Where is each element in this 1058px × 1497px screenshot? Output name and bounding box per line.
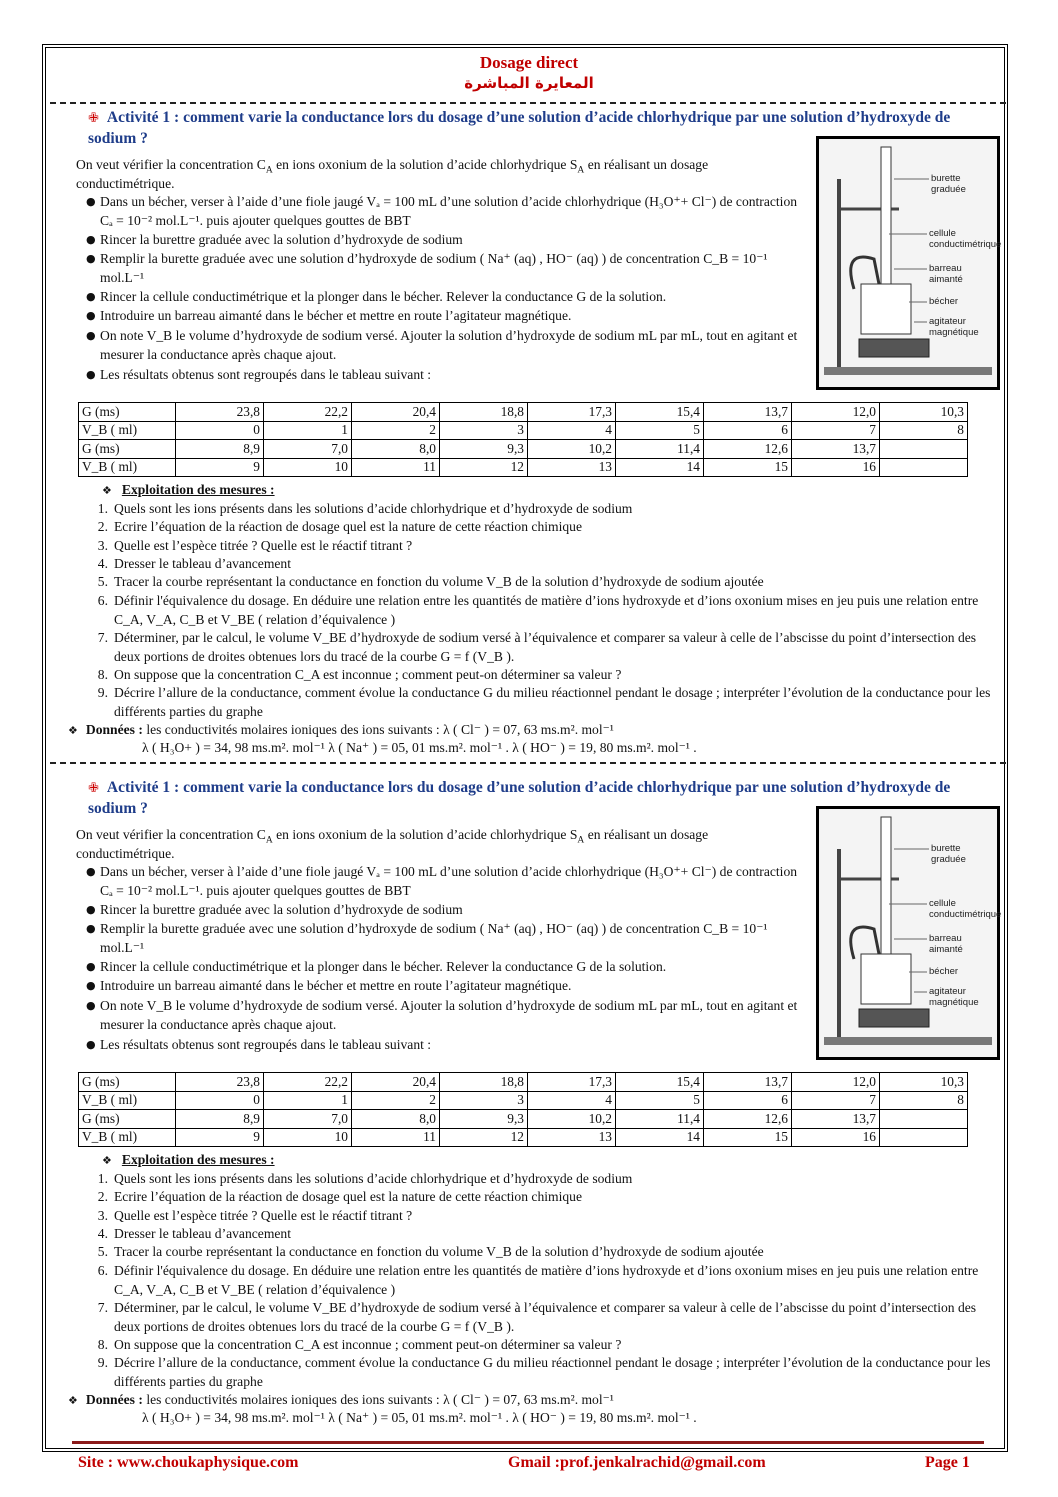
footer-page: Page 1 <box>925 1454 970 1471</box>
table-cell: 20,4 <box>352 403 440 422</box>
table-cell: 8,9 <box>176 440 264 459</box>
table-cell: 7 <box>792 421 880 440</box>
table-cell: 13,7 <box>704 1073 792 1092</box>
row-label: G (ms) <box>79 1073 176 1092</box>
donnees-line-2: λ ( H₃O+ ) = 34, 98 ms.m². mol⁻¹ λ ( Na⁺ ) = 05, 01 ms.m². mol⁻¹ . λ ( HO⁻ ) = 19, 80 ms.m². mol⁻¹ . <box>142 740 697 755</box>
table-cell: 16 <box>792 1128 880 1147</box>
table-cell: 7 <box>792 1091 880 1110</box>
table-row <box>79 421 968 440</box>
table-cell: 14 <box>616 1128 704 1147</box>
bullet-icon: ● <box>86 865 96 878</box>
bullet-icon: ● <box>86 290 96 303</box>
bullet-icon: ● <box>86 979 96 992</box>
list-item: ● Remplir la burette graduée avec une solution d’hydroxyde de sodium ( Na⁺ (aq) , HO⁻ (aq) ) de concentration C_B = 10⁻¹ mol.L⁻¹ <box>86 921 768 955</box>
question-9: 9. Décrire l’allure de la conductance, comment évolue la conductance G du milieu réactionnel pendant le dosage ; interpréter l’évolution de la conductance pour les différents parties du graphe <box>97 685 991 719</box>
bullet-icon: ● <box>86 195 96 208</box>
table-cell: 16 <box>792 458 880 477</box>
table-cell: 8,0 <box>352 1110 440 1129</box>
table-cell: 8 <box>880 1091 968 1110</box>
exploitation-title: ❖ Exploitation des mesures : <box>102 1152 275 1167</box>
bullet-icon: ● <box>86 1038 96 1051</box>
table-cell: 12,6 <box>704 1110 792 1129</box>
table-row <box>79 1128 968 1147</box>
table-cell: 4 <box>528 421 616 440</box>
table-row <box>79 1110 968 1129</box>
table-cell: 15 <box>704 1128 792 1147</box>
table-cell: 12 <box>440 458 528 477</box>
apparatus-image: burette graduée cellule conductimétrique barreau aimanté bécher agitateur magnétique <box>816 136 1000 390</box>
donnees-line-1: ❖ Données : les conductivités molaires ioniques des ions suivants : λ ( Cl⁻ ) = 07, 63 ms.m². mol⁻¹ <box>68 722 614 737</box>
table-cell: 3 <box>440 1091 528 1110</box>
footer-site: Site : www.choukaphysique.com <box>78 1454 299 1471</box>
row-label: G (ms) <box>79 403 176 422</box>
donnees-line-2: λ ( H₃O+ ) = 34, 98 ms.m². mol⁻¹ λ ( Na⁺ ) = 05, 01 ms.m². mol⁻¹ . λ ( HO⁻ ) = 19, 80 ms.m². mol⁻¹ . <box>142 1410 697 1425</box>
table-cell: 20,4 <box>352 1073 440 1092</box>
diamond-icon: ❖ <box>102 484 112 497</box>
question-5: 5. Tracer la courbe représentant la conductance en fonction du volume V_B de la solution d’hydroxyde de sodium ajoutée <box>97 574 764 589</box>
question-8: 8. On suppose que la concentration C_A est inconnue ; comment peut-on déterminer sa valeur ? <box>97 667 622 682</box>
table-cell: 10,3 <box>880 403 968 422</box>
diamond-icon: ❖ <box>68 724 78 737</box>
bullet-icon: ● <box>86 960 96 973</box>
table-cell: 9,3 <box>440 440 528 459</box>
table-cell: 17,3 <box>528 1073 616 1092</box>
divider <box>50 762 1006 764</box>
table-cell: 11 <box>352 458 440 477</box>
table-cell: 1 <box>264 1091 352 1110</box>
table-cell: 9 <box>176 1128 264 1147</box>
list-item: ● Les résultats obtenus sont regroupés dans le tableau suivant : <box>100 366 800 385</box>
row-label: G (ms) <box>79 1110 176 1129</box>
bullet-icon: ● <box>86 368 96 381</box>
table-cell: 0 <box>176 421 264 440</box>
row-label: V_B ( ml) <box>79 1128 176 1147</box>
list-item: ● Les résultats obtenus sont regroupés dans le tableau suivant : <box>100 1036 800 1055</box>
activity-heading: ✙ Activité 1 : comment varie la conductance lors du dosage d’une solution d’acide chlorhydrique par une solution d’hydroxyde de sodium ? <box>88 109 951 147</box>
table-cell: 2 <box>352 421 440 440</box>
table-cell: 23,8 <box>176 403 264 422</box>
table-cell: 13 <box>528 458 616 477</box>
list-item: ● On note V_B le volume d’hydroxyde de sodium versé. Ajouter la solution d’hydroxyde de sodium mL par mL, tout en agitant et mesurer la conductance après chaque ajout. <box>86 998 798 1032</box>
table-cell <box>880 440 968 459</box>
table-cell: 17,3 <box>528 403 616 422</box>
table-row <box>79 403 968 422</box>
list-item: ● Rincer la cellule conductimétrique et la plonger dans le bécher. Relever la conductance G de la solution. <box>100 288 820 307</box>
table-cell: 11 <box>352 1128 440 1147</box>
bullet-icon: ● <box>86 903 96 916</box>
question-6: 6. Définir l'équivalence du dosage. En déduire une relation entre les quantités de matière d’ions hydroxyde et d’ions oxonium mises en jeu puis une relation entre C_A, V_A, C_B et V_BE ( relation d’équivalence ) <box>97 593 979 627</box>
question-7: 7. Déterminer, par le calcul, le volume V_BE d’hydroxyde de sodium versé à l’équivalence et comparer sa valeur à celle de l’abscisse du point d’intersection des deux portions de droites obtenues lors du tracé de la courbe G = f (V_B ). <box>97 1300 977 1334</box>
table-row <box>79 458 968 477</box>
question-8: 8. On suppose que la concentration C_A est inconnue ; comment peut-on déterminer sa valeur ? <box>97 1337 622 1352</box>
bullet-icon: ● <box>86 309 96 322</box>
bullet-icon: ● <box>86 922 96 935</box>
activity-heading: ✙ Activité 1 : comment varie la conductance lors du dosage d’une solution d’acide chlorhydrique par une solution d’hydroxyde de sodium ? <box>88 779 951 817</box>
list-item: ● Introduire un barreau aimanté dans le bécher et mettre en route l’agitateur magnétique. <box>100 977 820 996</box>
question-1: 1. Quels sont les ions présents dans les solutions d’acide chlorhydrique et d’hydroxyde de sodium <box>97 1171 633 1186</box>
table-row <box>79 440 968 459</box>
page-title-arabic: المعايرة المباشرة <box>464 74 594 92</box>
diamond-icon: ❖ <box>102 1154 112 1167</box>
table-cell: 12 <box>440 1128 528 1147</box>
intro-text: On veut vérifier la concentration $C_A$ en ions oxonium de la solution d’acide chlorhydrique $S_A$ en réalisant un dosage conductimétrique. <box>76 157 709 191</box>
table-cell: 4 <box>528 1091 616 1110</box>
list-item: ● Remplir la burette graduée avec une solution d’hydroxyde de sodium ( Na⁺ (aq) , HO⁻ (aq) ) de concentration C_B = 10⁻¹ mol.L⁻¹ <box>86 251 768 285</box>
list-item: ● Rincer la cellule conductimétrique et la plonger dans le bécher. Relever la conductance G de la solution. <box>100 958 820 977</box>
table-cell: 12,6 <box>704 440 792 459</box>
table-cell: 9,3 <box>440 1110 528 1129</box>
footer-gmail: Gmail :prof.jenkalrachid@gmail.com <box>508 1454 766 1471</box>
row-label: V_B ( ml) <box>79 421 176 440</box>
table-cell: 15 <box>704 458 792 477</box>
table-cell: 5 <box>616 421 704 440</box>
list-item: ● On note V_B le volume d’hydroxyde de sodium versé. Ajouter la solution d’hydroxyde de sodium mL par mL, tout en agitant et mesurer la conductance après chaque ajout. <box>86 328 798 362</box>
list-item: ● Rincer la burettre graduée avec la solution d’hydroxyde de sodium <box>100 901 800 920</box>
table-cell: 6 <box>704 1091 792 1110</box>
question-4: 4. Dresser le tableau d’avancement <box>97 1226 292 1241</box>
table-cell: 15,4 <box>616 1073 704 1092</box>
table-cell: 6 <box>704 421 792 440</box>
table-cell: 0 <box>176 1091 264 1110</box>
divider <box>50 102 1006 104</box>
pin-icon: ✙ <box>88 781 99 796</box>
table-cell: 8,0 <box>352 440 440 459</box>
bullet-icon: ● <box>86 252 96 265</box>
table-cell: 7,0 <box>264 1110 352 1129</box>
table-cell: 10,2 <box>528 1110 616 1129</box>
question-9: 9. Décrire l’allure de la conductance, comment évolue la conductance G du milieu réactionnel pendant le dosage ; interpréter l’évolution de la conductance pour les différents parties du graphe <box>97 1355 991 1389</box>
list-item: ● Dans un bécher, verser à l’aide d’une fiole jaugé Vₐ = 100 mL d’une solution d’acide chlorhydrique (H₃O⁺+ Cl⁻) de contraction Cₐ = 10⁻² mol.L⁻¹. puis ajouter quelques gouttes de BBT <box>86 194 798 228</box>
table-cell: 8 <box>880 421 968 440</box>
table-cell: 7,0 <box>264 440 352 459</box>
table-cell: 18,8 <box>440 403 528 422</box>
pin-icon: ✙ <box>88 111 99 126</box>
table-cell: 13,7 <box>704 403 792 422</box>
question-4: 4. Dresser le tableau d’avancement <box>97 556 292 571</box>
donnees-line-1: ❖ Données : les conductivités molaires ioniques des ions suivants : λ ( Cl⁻ ) = 07, 63 ms.m². mol⁻¹ <box>68 1392 614 1407</box>
question-3: 3. Quelle est l’espèce titrée ? Quelle est le réactif titrant ? <box>97 1208 413 1223</box>
question-2: 2. Ecrire l’équation de la réaction de dosage quel est la nature de cette réaction chimique <box>97 1189 583 1204</box>
table-cell: 23,8 <box>176 1073 264 1092</box>
question-6: 6. Définir l'équivalence du dosage. En déduire une relation entre les quantités de matière d’ions hydroxyde et d’ions oxonium mises en jeu puis une relation entre C_A, V_A, C_B et V_BE ( relation d’équivalence ) <box>97 1263 979 1297</box>
table-cell: 8,9 <box>176 1110 264 1129</box>
exploitation-title: ❖ Exploitation des mesures : <box>102 482 275 497</box>
table-cell: 10,3 <box>880 1073 968 1092</box>
table-cell: 2 <box>352 1091 440 1110</box>
row-label: G (ms) <box>79 440 176 459</box>
footer-rule <box>72 1441 984 1444</box>
table-cell: 1 <box>264 421 352 440</box>
bullet-icon: ● <box>86 233 96 246</box>
table-cell: 22,2 <box>264 1073 352 1092</box>
table-cell: 10 <box>264 458 352 477</box>
intro-text: On veut vérifier la concentration $C_A$ en ions oxonium de la solution d’acide chlorhydrique $S_A$ en réalisant un dosage conductimétrique. <box>76 827 709 861</box>
row-label: V_B ( ml) <box>79 458 176 477</box>
bullet-icon: ● <box>86 329 96 342</box>
list-item: ● Introduire un barreau aimanté dans le bécher et mettre en route l’agitateur magnétique. <box>100 307 820 326</box>
table-cell <box>880 458 968 477</box>
question-3: 3. Quelle est l’espèce titrée ? Quelle est le réactif titrant ? <box>97 538 413 553</box>
table-cell: 9 <box>176 458 264 477</box>
question-5: 5. Tracer la courbe représentant la conductance en fonction du volume V_B de la solution d’hydroxyde de sodium ajoutée <box>97 1244 764 1259</box>
table-cell <box>880 1110 968 1129</box>
table-cell: 12,0 <box>792 403 880 422</box>
diamond-icon: ❖ <box>68 1394 78 1407</box>
data-table <box>78 1072 968 1147</box>
row-label: V_B ( ml) <box>79 1091 176 1110</box>
list-item: ● Dans un bécher, verser à l’aide d’une fiole jaugé Vₐ = 100 mL d’une solution d’acide chlorhydrique (H₃O⁺+ Cl⁻) de contraction Cₐ = 10⁻² mol.L⁻¹. puis ajouter quelques gouttes de BBT <box>86 864 798 898</box>
table-cell: 3 <box>440 421 528 440</box>
question-7: 7. Déterminer, par le calcul, le volume V_BE d’hydroxyde de sodium versé à l’équivalence et comparer sa valeur à celle de l’abscisse du point d’intersection des deux portions de droites obtenues lors du tracé de la courbe G = f (V_B ). <box>97 630 977 664</box>
table-cell: 10,2 <box>528 440 616 459</box>
list-item: ● Rincer la burettre graduée avec la solution d’hydroxyde de sodium <box>100 231 800 250</box>
page-title: Dosage direct <box>479 53 579 72</box>
question-2: 2. Ecrire l’équation de la réaction de dosage quel est la nature de cette réaction chimique <box>97 519 583 534</box>
table-cell: 11,4 <box>616 440 704 459</box>
table-cell <box>880 1128 968 1147</box>
table-cell: 5 <box>616 1091 704 1110</box>
question-1: 1. Quels sont les ions présents dans les solutions d’acide chlorhydrique et d’hydroxyde de sodium <box>97 501 633 516</box>
data-table <box>78 402 968 477</box>
table-cell: 10 <box>264 1128 352 1147</box>
table-cell: 13 <box>528 1128 616 1147</box>
apparatus-image: burette graduée cellule conductimétrique barreau aimanté bécher agitateur magnétique <box>816 806 1000 1060</box>
table-row <box>79 1073 968 1092</box>
table-cell: 11,4 <box>616 1110 704 1129</box>
table-cell: 15,4 <box>616 403 704 422</box>
bullet-icon: ● <box>86 999 96 1012</box>
table-cell: 22,2 <box>264 403 352 422</box>
table-cell: 14 <box>616 458 704 477</box>
table-cell: 12,0 <box>792 1073 880 1092</box>
table-row <box>79 1091 968 1110</box>
table-cell: 13,7 <box>792 440 880 459</box>
table-cell: 18,8 <box>440 1073 528 1092</box>
table-cell: 13,7 <box>792 1110 880 1129</box>
